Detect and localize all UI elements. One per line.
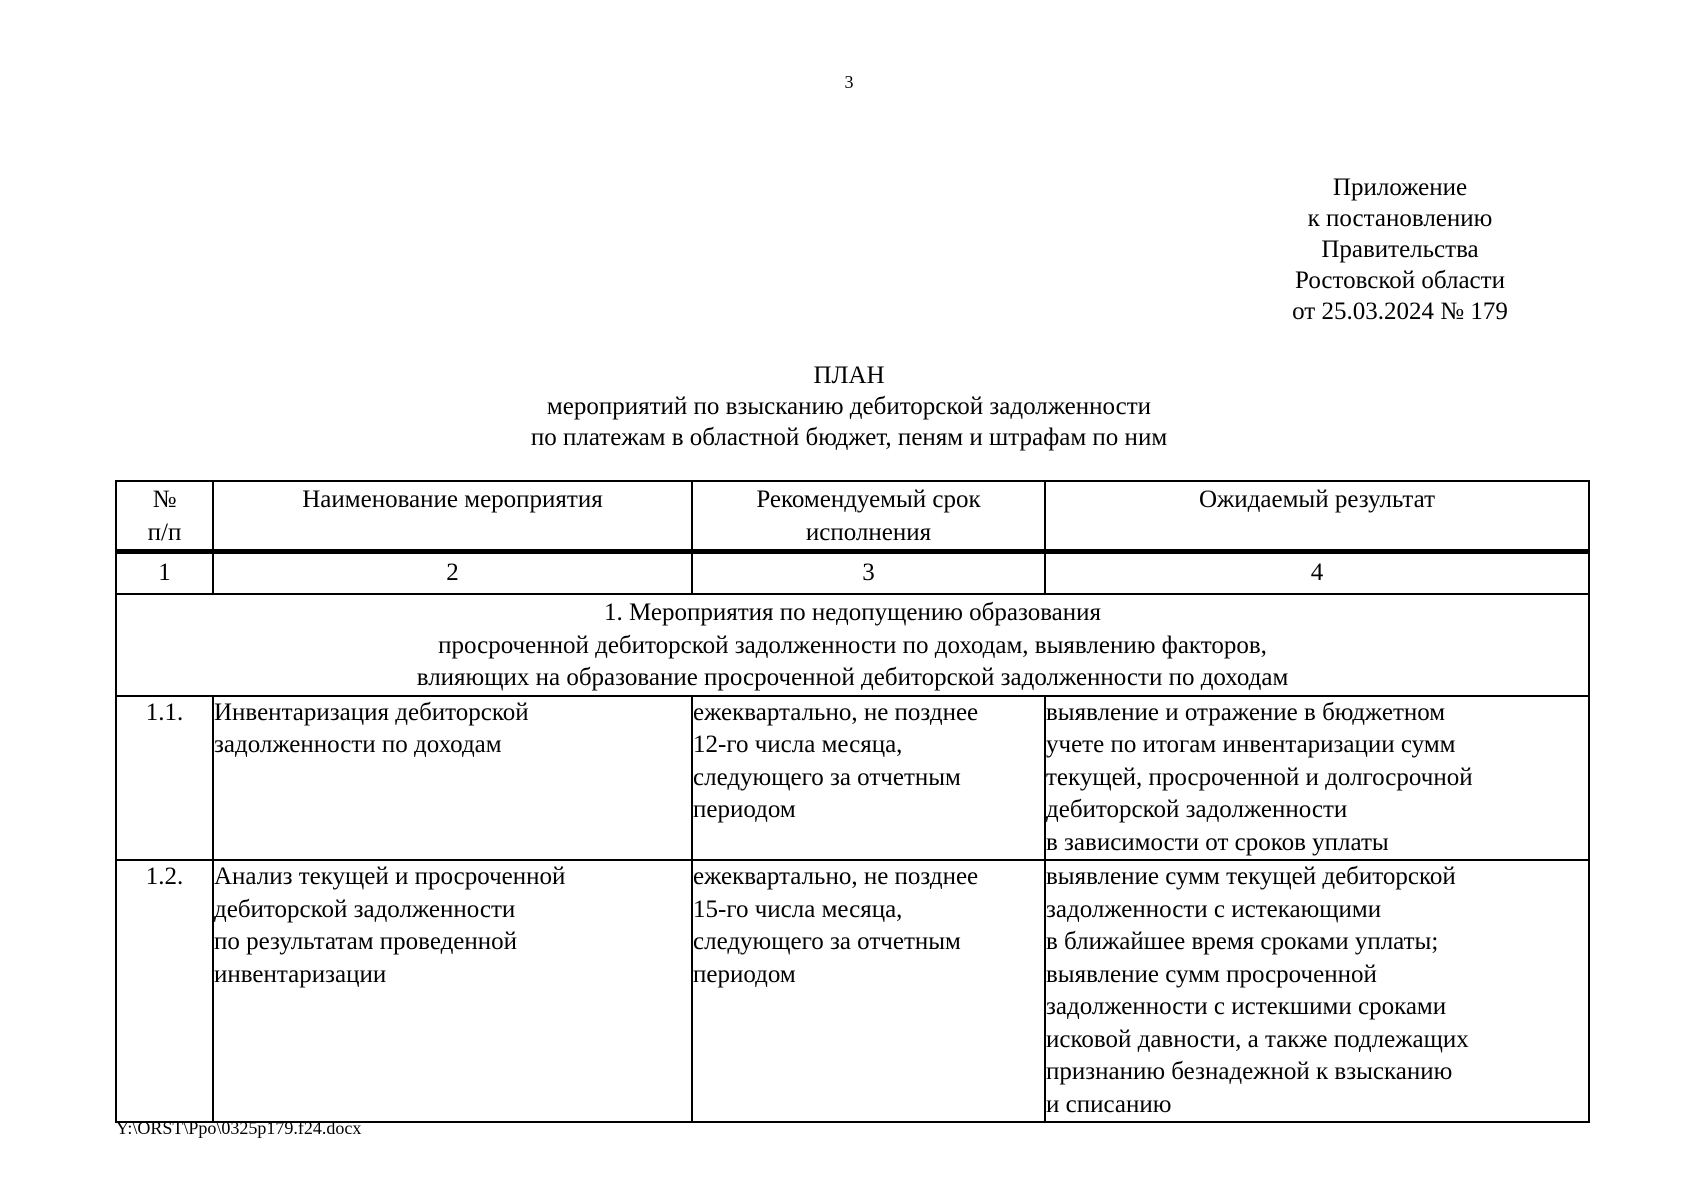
header-name: Наименование мероприятия xyxy=(213,481,692,552)
column-number: 4 xyxy=(1045,552,1589,595)
row-name: Анализ текущей и просроченной дебиторской задолженности по результатам проведенной инвентаризации xyxy=(213,860,692,1122)
file-path-footer: Y:\ORST\Ppo\0325p179.f24.docx xyxy=(116,1118,362,1138)
column-number: 3 xyxy=(692,552,1045,595)
section-row xyxy=(116,594,1589,696)
column-number: 2 xyxy=(213,552,692,595)
header-num: № п/п xyxy=(116,481,213,552)
appendix-line: к постановлению xyxy=(1307,205,1493,232)
column-number: 1 xyxy=(116,552,213,595)
table-row xyxy=(116,696,1589,861)
appendix-line: Приложение xyxy=(1332,174,1468,201)
row-result: выявление и отражение в бюджетном учете по итогам инвентаризации сумм текущей, просроченной и долгосрочной дебиторской задолженности в зависимости от сроков уплаты xyxy=(1045,696,1589,861)
row-term: ежеквартально, не позднее 12-го числа месяца, следующего за отчетным периодом xyxy=(692,696,1045,861)
title-subtitle-line: по платежам в областной бюджет, пеням и штрафам по ним xyxy=(530,424,1168,451)
appendix-note xyxy=(1255,172,1545,327)
row-result: выявление сумм текущей дебиторской задолженности с истекающими в ближайшее время сроками уплаты; выявление сумм просроченной задолженности с истекшими сроками исковой давности, а также подлежащих признанию безнадежной к взысканию и списанию xyxy=(1045,860,1589,1122)
appendix-line: от 25.03.2024 № 179 xyxy=(1292,298,1508,325)
row-number: 1.1. xyxy=(116,696,213,861)
row-term: ежеквартально, не позднее 15-го числа месяца, следующего за отчетным периодом xyxy=(692,860,1045,1122)
header-term: Рекомендуемый срок исполнения xyxy=(692,481,1045,552)
title-subtitle-line: мероприятий по взысканию дебиторской задолженности xyxy=(546,393,1152,420)
row-number: 1.2. xyxy=(116,860,213,1122)
header-result: Ожидаемый результат xyxy=(1045,481,1589,552)
table-row xyxy=(116,860,1589,1122)
appendix-line: Ростовской области xyxy=(1295,267,1505,294)
appendix-line: Правительства xyxy=(1321,236,1479,263)
document-title xyxy=(0,360,1698,453)
title-heading: ПЛАН xyxy=(813,362,885,389)
table-header-row xyxy=(116,481,1589,552)
row-name: Инвентаризация дебиторской задолженности по доходам xyxy=(213,696,692,861)
section-title: 1. Мероприятия по недопущению образования просроченной дебиторской задолженности по доходам, выявлению факторов, влияющих на образование просроченной дебиторской задолженности по доходам xyxy=(116,594,1589,696)
column-number-row xyxy=(116,552,1589,595)
plan-table xyxy=(115,480,1590,1123)
page-number: 3 xyxy=(844,72,854,92)
